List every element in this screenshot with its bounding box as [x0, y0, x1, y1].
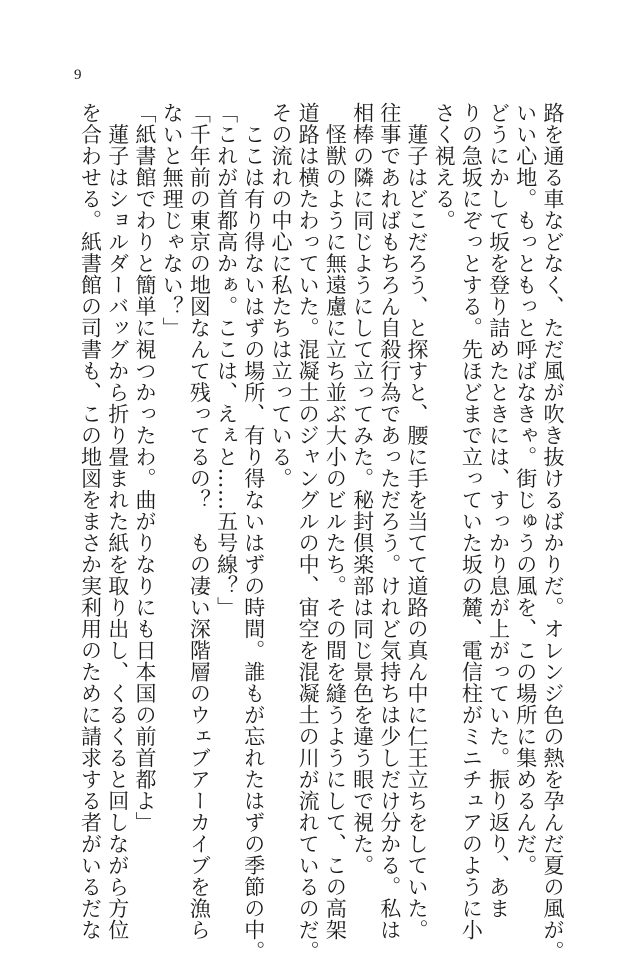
- text-line: その流れの中心に私たちは立っている。: [268, 102, 293, 489]
- text-line: いい心地。もっともっと呼ばなきゃ。街じゅうの風を、この場所に集めるんだ。: [513, 102, 538, 876]
- text-line: ここは有り得ないはずの場所、有り得ないはずの時間。誰もが忘れたはずの季節の中。: [241, 102, 266, 962]
- page-number: 9: [74, 67, 82, 83]
- text-line: りの急坂にぞっとする。先ほどまで立っていた坂の麓、電信柱がミニチュアのように小: [459, 102, 484, 941]
- text-line: 「これが首都高かぁ。ここは、えぇと……五号線？」: [214, 102, 239, 618]
- text-line: 道路は横たわっていた。混凝土のジャングルの中、宙空を混凝土の川が流れているのだ。: [296, 102, 321, 962]
- text-line: 往事であればもちろん自殺行為であっただろう。けれど気持ちは少しだけ分かる。私は: [377, 102, 402, 941]
- text-line: ないと無理じゃない？」: [160, 102, 185, 339]
- text-line: 蓮子はどこだろう、と探すと、腰に手を当てて道路の真ん中に仁王立ちをしていた。: [404, 102, 429, 941]
- text-line: さく視える。: [432, 102, 457, 231]
- text-line: どうにかして坂を登り詰めたときには、すっかり息が上がっていた。振り返り、あま: [486, 102, 511, 919]
- text-line: 路を通る車などなく、ただ風が吹き抜けるばかりだ。オレンジ色の熱を孕んだ夏の風が。: [541, 102, 565, 962]
- text-line: を合わせる。紙書館の司書も、この地図をまさか実利用のために請求する者がいるだな: [78, 102, 103, 941]
- text-line: 相棒の隣に同じようにして立ってみた。秘封倶楽部は同じ景色を違う眼で視た。: [350, 102, 375, 876]
- body-text: [71, 102, 566, 962]
- text-line: 蓮子はショルダーバッグから折り畳まれた紙を取り出し、くるくると回しながら方位: [105, 102, 130, 941]
- text-line: 怪獣のように無遠慮に立ち並ぶ大小のビルたち。その間を縫うようにして、この高架: [323, 102, 348, 941]
- text-line: 「紙書館でわりと簡単に視つかったわ。曲がりなりにも日本国の前首都よ」: [132, 102, 157, 833]
- text-line: 「千年前の東京の地図なんて残ってるの？ もの凄い深階層のウェブアーカイブを漁ら: [187, 102, 212, 941]
